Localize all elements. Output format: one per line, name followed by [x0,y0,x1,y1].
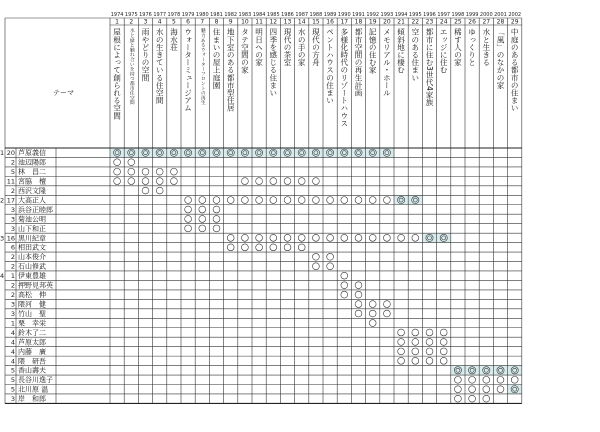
group-number: 2 [0,196,5,205]
year-label: 1989 [323,12,337,18]
theme-number: 10 [241,18,249,26]
member-row [11,158,135,167]
circle-mark [469,395,476,402]
circle-mark [313,253,320,260]
circle-mark [455,376,462,383]
year-label: 1984 [252,12,266,18]
circle-mark [185,197,192,204]
entry-count: 3 [10,309,15,318]
member-row [11,290,362,299]
member-name: 相田武文 [18,243,46,252]
circle-mark [398,329,405,336]
circle-mark [313,263,320,270]
circle-mark [128,159,135,166]
year-label: 1988 [309,12,323,18]
circle-mark [469,386,476,393]
circle-mark [341,234,348,241]
circle-mark [440,339,447,346]
circle-mark [199,216,206,223]
member-row [11,281,362,290]
circle-mark [426,329,433,336]
theme-title: 稀す人の家 [453,28,463,66]
theme-number: 29 [510,18,519,26]
circle-mark [313,178,320,185]
circle-mark [156,187,163,194]
theme-number: 20 [383,18,391,26]
entry-count: 2 [10,253,15,262]
theme-number: 1 [115,18,120,26]
member-row [11,347,447,356]
year-label: 1990 [337,12,351,18]
circle-mark [142,187,149,194]
entry-count: 1 [10,272,15,281]
circle-mark [128,178,135,185]
circle-mark [114,178,121,185]
member-name: 内藤 廣 [18,347,46,356]
circle-mark [171,178,178,185]
circle-mark [270,197,277,204]
year-label: 1992 [366,12,380,18]
circle-mark [426,348,433,355]
entry-count: 11 [6,177,15,186]
header-label: テーマ [53,89,74,97]
circle-mark [483,376,490,383]
circle-mark [355,282,362,289]
theme-number: 2 [129,18,134,26]
member-name: 岸 和郎 [18,395,46,404]
year-label: 1982 [224,12,238,18]
circle-mark [483,395,490,402]
circle-mark [440,329,447,336]
circle-mark [156,178,163,185]
circle-mark [341,272,348,279]
circle-mark [128,168,135,175]
year-label: 1999 [465,12,479,18]
circle-mark [242,178,249,185]
theme-title: エッジに住む [439,28,449,74]
member-name: 栗 幸栄 [18,319,46,328]
member-name: 池辺陽郎 [18,158,46,167]
circle-mark [440,348,447,355]
circle-mark [497,386,504,393]
grid-lines [5,18,522,403]
theme-title: ウォーターミュージアム [183,28,193,112]
theme-title: 多様化時代のリゾートハウス [339,28,349,127]
circle-mark [398,357,405,364]
year-label: 1987 [295,12,309,18]
year-label: 1975 [124,12,138,18]
member-name: 大高正人 [18,196,46,205]
theme-title: 水の手の家 [297,28,307,66]
theme-title: 空のある住まい [410,28,420,82]
circle-mark [327,234,334,241]
circle-mark [412,329,419,336]
member-row [11,262,334,271]
theme-title: 「風」のなかの家 [496,28,505,89]
circle-mark [440,357,447,364]
circle-mark [142,168,149,175]
circle-mark [213,216,220,223]
member-row [11,318,376,327]
circle-mark [199,197,206,204]
entry-count: 5 [10,366,15,375]
circle-mark [298,178,305,185]
year-label: 1977 [153,12,167,18]
circle-mark [426,339,433,346]
circle-mark [284,178,291,185]
member-name: 隈河 健 [18,300,46,309]
circle-mark [426,357,433,364]
theme-number: 12 [269,18,278,26]
entry-count: 1 [10,319,15,328]
circle-mark [213,206,220,213]
member-name: 高松 伸 [18,291,46,300]
circle-mark [256,244,263,251]
year-label: 1994 [394,12,408,18]
theme-title: タテ空間の家 [240,28,250,74]
circle-mark [398,339,405,346]
entry-count: 3 [10,224,15,233]
theme-number: 14 [297,18,306,26]
member-row [7,177,320,186]
theme-title: 海水荘 [169,28,179,51]
entry-count: 2 [10,262,15,271]
circle-mark [142,178,149,185]
circle-mark [384,197,391,204]
entry-count: 6 [10,243,15,252]
circle-mark [483,386,490,393]
entry-count: 4 [10,347,15,356]
entry-count: 3 [10,205,15,214]
theme-number: 7 [200,18,205,26]
year-label: 1995 [408,12,422,18]
year-label: 1996 [423,12,436,18]
entry-count: 5 [10,385,15,394]
member-name: 菊池公明 [18,215,46,224]
circle-mark [298,197,305,204]
theme-title: 記憶の住む家 [368,28,378,74]
theme-title: 現代の方舟 [311,28,321,66]
circle-mark [398,348,405,355]
circle-mark [298,234,305,241]
entry-count: 3 [10,300,15,309]
theme-number: 28 [496,18,505,26]
theme-title: ゆっくりと [467,28,477,66]
member-row [0,271,348,280]
member-row [11,186,163,195]
circle-mark [469,376,476,383]
theme-title: 雨やどりの空間 [141,28,150,82]
member-rows [0,148,518,403]
theme-title: 中庭のある都市の住まい [510,28,520,112]
theme-number: 17 [340,18,349,26]
member-row [11,328,447,337]
circle-mark [412,234,419,241]
theme-title: 都市に住む3世代4家族 [425,28,434,107]
year-label: 1997 [437,12,451,18]
circle-mark [270,234,277,241]
circle-mark [171,168,178,175]
circle-mark [384,234,391,241]
circle-mark [284,234,291,241]
year-label: 1978 [167,12,181,18]
year-label: 1983 [238,12,252,18]
entry-count: 5 [10,168,15,177]
member-row [11,385,518,394]
circle-mark [199,225,206,232]
circle-mark [114,168,121,175]
entry-count: 4 [10,357,15,366]
member-name: 山下和正 [18,224,46,233]
member-name: 山本俊介 [18,253,46,262]
circle-mark [256,234,263,241]
circle-mark [355,234,362,241]
theme-number: 16 [326,18,334,26]
circle-mark [156,168,163,175]
member-name: 香山壽夫 [18,366,46,375]
theme-title: 地下室のある都市型住居 [226,28,236,112]
group-number: 4 [0,272,5,281]
circle-mark [242,244,249,251]
theme-number: 25 [454,18,462,26]
member-row [11,252,334,261]
theme-number: 5 [171,18,176,26]
year-label: 1986 [281,12,294,18]
circle-mark [355,197,362,204]
circle-mark [227,197,234,204]
circle-mark [455,395,462,402]
circle-mark [455,386,462,393]
theme-title: 四季を感じる住まい [268,28,278,97]
member-row [11,394,490,403]
entry-count: 2 [10,158,15,167]
circle-mark [185,206,192,213]
year-label: 1979 [181,12,195,18]
circle-mark [185,216,192,223]
year-label: 1998 [451,12,465,18]
theme-title: 明日への家 [254,28,264,66]
member-name: 林 昌二 [18,168,46,177]
theme-number: 8 [214,18,219,26]
theme-title: 屋根によって創られる空間 [112,28,122,120]
year-label: 1974 [110,12,124,18]
circle-mark [355,301,362,308]
group-number: 3 [0,234,5,243]
circle-mark [384,310,391,317]
circle-mark [341,291,348,298]
circle-mark [227,234,234,241]
circle-mark [355,310,362,317]
circle-mark [270,244,277,251]
circle-mark [284,244,291,251]
theme-number: 24 [439,18,448,26]
entry-count: 20 [6,149,15,158]
circle-mark [327,263,334,270]
entry-count: 2 [10,186,15,195]
member-name: 宮脇 檀 [18,177,46,186]
year-label: 1993 [380,12,394,18]
circle-mark [369,320,376,327]
member-row [11,356,447,365]
circle-mark [412,348,419,355]
circle-mark [327,197,334,204]
circle-mark [412,357,419,364]
circle-mark [313,197,320,204]
theme-number: 15 [312,18,320,26]
circle-mark [355,291,362,298]
member-row [11,309,390,318]
circle-mark [511,376,518,383]
theme-title: 住まいの屋上庭園 [212,28,221,89]
circle-mark [369,310,376,317]
entry-count: 4 [10,328,15,337]
circle-mark [369,197,376,204]
theme-title: 傾斜地に棲む [396,28,406,74]
entry-count: 3 [10,395,15,404]
theme-number: 13 [283,18,292,26]
theme-title: ペントハウスの住まい [325,28,335,104]
theme-number: 23 [425,18,434,26]
year-label: 2002 [508,12,522,18]
circle-mark [369,301,376,308]
circle-mark [242,234,249,241]
group-number: 1 [0,149,5,158]
member-name: 黒川紀章 [18,234,46,243]
member-name: 芦原義信 [18,149,46,158]
member-name: 押野見邦英 [18,281,53,290]
circle-mark [327,253,334,260]
theme-title: 魅力あるウォーターフロントの再生 [199,28,205,105]
member-name: 隈 研吾 [18,357,46,366]
year-label: 2000 [479,12,493,18]
member-row [11,299,390,308]
member-row [11,375,518,384]
circle-mark [341,282,348,289]
circle-mark [185,225,192,232]
member-row [11,366,518,375]
member-row [11,205,220,214]
member-name: 長谷川逸子 [18,376,53,385]
entry-count: 5 [10,376,15,385]
year-label: 1976 [139,12,152,18]
circle-mark [213,197,220,204]
circle-mark [256,178,263,185]
theme-number: 6 [186,18,191,26]
theme-number: 9 [228,18,233,26]
theme-number: 26 [468,18,476,26]
circle-mark [227,244,234,251]
theme-number: 22 [411,18,420,26]
year-label: 1981 [210,12,223,18]
theme-title: 水の生きている住空間 [155,28,165,104]
theme-title: メモリアル・ホール [382,28,392,97]
circle-mark [199,206,206,213]
theme-number: 4 [157,18,162,26]
theme-number: 18 [354,18,363,26]
member-name: 鈴木了二 [18,328,46,337]
entry-count: 4 [10,338,15,347]
member-name: 伊東豊雄 [18,272,46,281]
theme-number: 19 [368,18,377,26]
circle-mark [412,339,419,346]
circle-mark [313,234,320,241]
year-label: 2001 [494,12,507,18]
theme-number: 21 [397,18,405,26]
circle-mark [341,197,348,204]
year-label: 1991 [352,12,365,18]
member-row [11,337,447,346]
theme-title: 現代の茶室 [283,28,292,66]
member-name: 竹山 聖 [18,309,46,318]
entry-count: 2 [10,291,15,300]
entry-count: 16 [6,234,15,243]
entry-count: 2 [10,281,15,290]
member-row [11,243,305,252]
theme-number: 11 [255,18,263,26]
year-label: 1985 [266,12,280,18]
circle-mark [398,234,405,241]
circle-mark [256,197,263,204]
column-headers [111,12,521,127]
circle-mark [213,225,220,232]
theme-title: 水と緑と触れ合いを持つ都市住空間 [128,28,134,105]
member-name: 芦原太郎 [18,338,46,347]
theme-number: 3 [143,18,148,26]
theme-title: 水と生きる [481,28,491,66]
year-label: 1980 [195,12,209,18]
member-name: 浜谷正睦郎 [18,205,53,214]
member-row [11,214,220,223]
entry-count: 3 [10,215,15,224]
circle-mark [270,178,277,185]
circle-mark [497,376,504,383]
member-row [11,224,220,233]
entry-count: 17 [6,196,15,205]
theme-title: 都市空間の再生計画 [354,28,363,97]
member-name: 北川原 温 [18,385,49,394]
circle-mark [369,234,376,241]
member-name: 石山修武 [18,262,46,271]
circle-mark [384,301,391,308]
circle-mark [298,244,305,251]
theme-number: 27 [482,18,491,26]
circle-mark [114,159,121,166]
circle-mark [284,197,291,204]
circle-mark [242,197,249,204]
member-name: 西沢文隆 [18,186,46,195]
